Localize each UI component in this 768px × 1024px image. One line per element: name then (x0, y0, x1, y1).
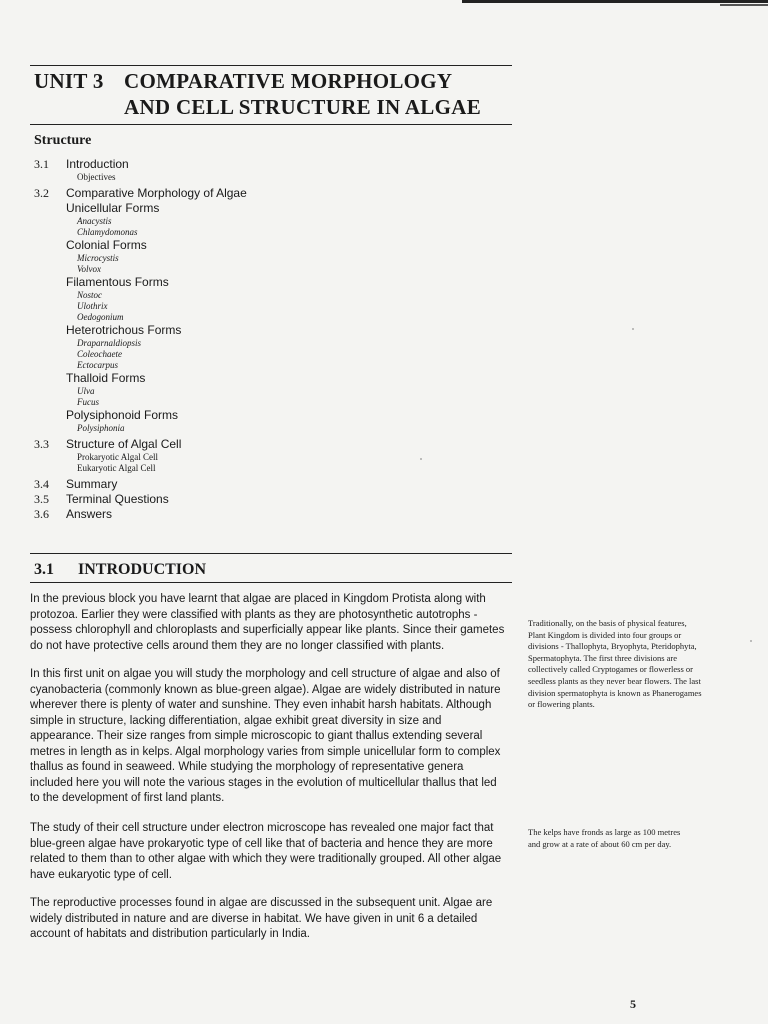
margin-note-plant-kingdom: Traditionally, on the basis of physical features, Plant Kingdom is divided into four groups or divisions - Thallophyta, Bryophyta, Pteridophyta, Spermatophyta. The first three divisions are collectively called Cryptogames or flowerless or seedless plants as they never bear flowers. The last division spermatophyta is known as Phanerogames or flowering plants. (528, 618, 702, 710)
toc-item (34, 338, 434, 349)
toc-item (34, 301, 434, 312)
top-edge-bar-dark (720, 4, 768, 6)
section-title: INTRODUCTION (78, 561, 207, 578)
toc-item-label: Nostoc (77, 290, 103, 300)
toc-item-label: Coleochaete (77, 349, 122, 359)
toc-item-label: Unicellular Forms (66, 201, 160, 215)
toc-item (34, 172, 434, 183)
toc-item-label: Chlamydomonas (77, 227, 138, 237)
toc-item-label: Eukaryotic Algal Cell (77, 463, 156, 473)
title-bottom-rule (30, 124, 512, 125)
toc-item (34, 227, 434, 238)
margin-note-kelps: The kelps have fronds as large as 100 metres and grow at a rate of about 60 cm per day. (528, 827, 681, 849)
toc-item (34, 275, 434, 290)
toc-item (34, 408, 434, 423)
toc-item-label: Objectives (77, 172, 116, 182)
toc-item (34, 264, 434, 275)
toc-item-label: Comparative Morphology of Algae (66, 186, 247, 200)
toc-item-label: Summary (66, 477, 118, 491)
toc-item-label: Microcystis (77, 253, 119, 263)
scan-speck (632, 328, 634, 330)
unit-number: UNIT 3 (34, 69, 104, 93)
toc-item-label: Volvox (77, 264, 101, 274)
toc-item (34, 360, 434, 371)
section-bottom-rule (30, 582, 512, 583)
toc-item (34, 492, 434, 507)
toc-item-label: Filamentous Forms (66, 275, 169, 289)
section-heading (34, 561, 206, 579)
toc-item-label: Oedogonium (77, 312, 124, 322)
table-of-contents (34, 157, 434, 522)
toc-item-label: Ulva (77, 386, 95, 396)
page-number: 5 (630, 997, 636, 1011)
toc-item (34, 290, 434, 301)
toc-item (34, 397, 434, 408)
toc-item (34, 253, 434, 264)
scan-speck (420, 458, 422, 460)
toc-item (34, 507, 434, 522)
toc-item-label: Answers (66, 507, 113, 521)
section-top-rule (30, 553, 512, 554)
toc-item (34, 349, 434, 360)
toc-item-label: Anacystis (77, 216, 112, 226)
toc-item-number: 3.2 (34, 186, 49, 200)
toc-item (34, 201, 434, 216)
toc-item-label: Polysiphonoid Forms (66, 408, 179, 422)
paragraph-1: In the previous block you have learnt that algae are placed in Kingdom Protista along with protozoa. Earlier they were classified with plants as they are photosynthetic autotrophs - possess chlorophyll and chloroplasts and superficially appear like plants. Since their gametes do not have protective cells around them they are no longer classified with plants. (30, 593, 505, 652)
top-edge-bar (462, 0, 768, 3)
toc-item (34, 186, 434, 201)
toc-item-label: Ulothrix (77, 301, 108, 311)
toc-item-label: Colonial Forms (66, 238, 147, 252)
toc-item (34, 386, 434, 397)
toc-item-label: Draparnaldiopsis (77, 338, 142, 348)
paragraph-4: The reproductive processes found in algae are discussed in the subsequent unit. Algae are widely distributed in nature and are diverse in habitat. We have given in unit 6 a detailed account of habitats and distribution particularly in India. (30, 897, 493, 940)
toc-item (34, 238, 434, 253)
scan-speck (750, 640, 752, 642)
toc-item-label: Prokaryotic Algal Cell (77, 452, 158, 462)
toc-item-label: Structure of Algal Cell (66, 437, 182, 451)
toc-item-number: 3.5 (34, 492, 49, 506)
toc-item-label: Fucus (77, 397, 99, 407)
toc-item (34, 312, 434, 323)
toc-item (34, 371, 434, 386)
toc-item (34, 216, 434, 227)
unit-title-line1: COMPARATIVE MORPHOLOGY (124, 69, 453, 93)
toc-item-number: 3.1 (34, 157, 49, 171)
toc-item (34, 157, 434, 172)
toc-item (34, 423, 434, 434)
toc-item (34, 452, 434, 463)
toc-item-number: 3.3 (34, 437, 49, 451)
unit-title (34, 68, 481, 120)
toc-item-number: 3.6 (34, 507, 49, 521)
toc-item (34, 463, 434, 474)
title-top-rule (30, 65, 512, 66)
toc-item-label: Terminal Questions (66, 492, 169, 506)
toc-item-label: Ectocarpus (77, 360, 118, 370)
toc-item-number: 3.4 (34, 477, 49, 491)
structure-heading: Structure (34, 133, 92, 148)
paragraph-3: The study of their cell structure under electron microscope has revealed one major fact that blue-green algae have prokaryotic type of cell like that of bacteria and hence they are more related to them than to other algae with which they were traditionally grouped. All other algae have eukaryotic type of cell. (30, 822, 502, 881)
toc-item-label: Polysiphonia (77, 423, 125, 433)
toc-item (34, 323, 434, 338)
toc-item (34, 437, 434, 452)
paragraph-2: In this first unit on algae you will study the morphology and cell structure of algae and also of cyanobacteria (commonly known as blue-green algae). Algae are widely distributed in nature wherever there is plenty of water and sunshine. They even inhabit harsh habitats. Although simple in structure, lacking differentiation, algae exhibit great diversity in size and appearance. Their size ranges from simple microscopic to giant thallus extending several metres in length as in kelps. Algal morphology varies from simple unicellular form to complex thallus as found in seaweed. While studying the morphology of representative genera included here you will note the various stages in the evolution of multicellular thallus that led to the development of first land plants. (30, 668, 501, 804)
section-number: 3.1 (34, 561, 54, 578)
toc-item-label: Introduction (66, 157, 129, 171)
toc-item-label: Heterotrichous Forms (66, 323, 182, 337)
toc-item-label: Thalloid Forms (66, 371, 146, 385)
toc-item (34, 477, 434, 492)
unit-title-line2: AND CELL STRUCTURE IN ALGAE (124, 95, 482, 119)
